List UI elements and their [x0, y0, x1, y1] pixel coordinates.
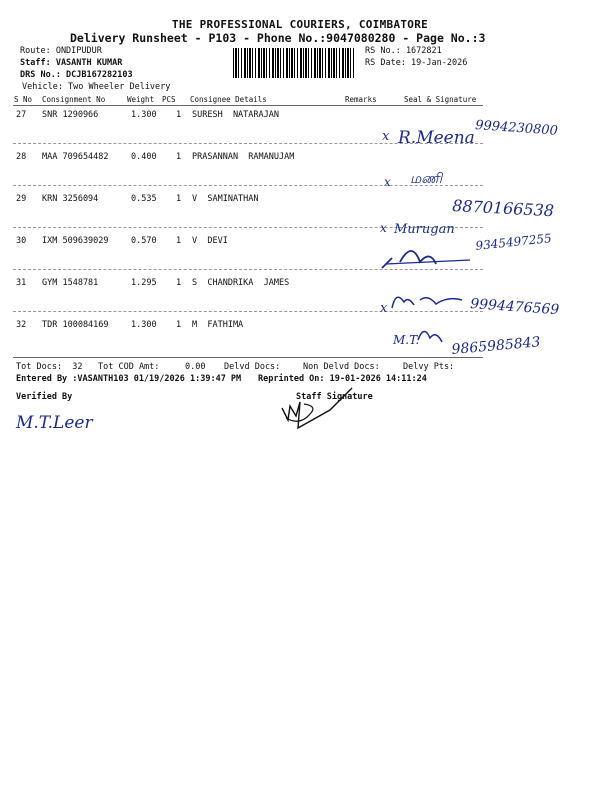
col-consignment: Consignment No	[42, 95, 106, 104]
col-seal-signature: Seal & Signature	[404, 95, 477, 104]
col-pcs: PCS	[162, 95, 176, 104]
handwritten-phone: 8870166538	[451, 196, 555, 221]
barcode	[233, 48, 356, 78]
route-label: Route: ONDIPUDUR	[20, 46, 102, 56]
entered-by: Entered By :VASANTH103 01/19/2026 1:39:47 PM	[16, 374, 242, 384]
handwritten-name: R.Meena	[398, 128, 475, 148]
non-delivered-docs: Non Delvd Docs:	[303, 362, 380, 372]
row-pcs: 1	[176, 110, 182, 120]
staff-label: Staff: VASANTH KUMAR	[20, 58, 123, 68]
row-pcs: 1	[176, 236, 182, 246]
row-divider	[13, 185, 483, 186]
row-consignee: V SAMINATHAN	[192, 194, 259, 204]
row-weight: 1.300	[131, 320, 157, 330]
row-divider	[13, 311, 483, 312]
row-consignment: TDR 100084169	[42, 320, 109, 330]
handwritten-strike	[386, 260, 470, 264]
row-pcs: 1	[176, 194, 182, 204]
row-sno: 32	[16, 320, 27, 330]
row-divider	[13, 269, 483, 270]
handwritten-signature	[382, 251, 436, 268]
rs-date: RS Date: 19-Jan-2026	[365, 58, 468, 68]
row-consignee: V DEVI	[192, 236, 228, 246]
delivery-points: Delvy Pts:	[403, 362, 455, 372]
total-docs: Tot Docs: 32	[16, 362, 83, 372]
handwritten-phone: 9345497255	[474, 231, 553, 253]
row-sno: 27	[16, 110, 27, 120]
row-sno: 31	[16, 278, 27, 288]
handwritten-mark: x	[384, 175, 391, 189]
row-pcs: 1	[176, 320, 182, 330]
handwritten-name: Murugan	[394, 222, 455, 237]
row-consignment: MAA 709654482	[42, 152, 109, 162]
handwritten-phone: 9994476569	[469, 296, 560, 319]
row-divider	[13, 227, 483, 228]
row-consignee: PRASANNAN RAMANUJAM	[192, 152, 295, 162]
row-sno: 29	[16, 194, 27, 204]
delivered-docs: Delvd Docs:	[224, 362, 281, 372]
verified-by-label: Verified By	[16, 392, 73, 402]
handwritten-phone: 9865985843	[450, 334, 542, 358]
row-consignee: M FATHIMA	[192, 320, 244, 330]
row-weight: 0.535	[131, 194, 157, 204]
row-consignment: GYM 1548781	[42, 278, 99, 288]
col-consignee: Consignee Details	[190, 95, 267, 104]
row-weight: 0.570	[131, 236, 157, 246]
row-weight: 1.295	[131, 278, 157, 288]
col-sno: S No	[14, 95, 33, 104]
verified-signature: M.T.Leer	[16, 413, 93, 433]
row-consignee: S CHANDRIKA JAMES	[192, 278, 290, 288]
staff-signature-label: Staff Signature	[296, 392, 373, 402]
vehicle-label: Vehicle: Two Wheeler Delivery	[22, 82, 171, 92]
footer-rule	[13, 357, 483, 358]
row-sno: 28	[16, 152, 27, 162]
runsheet-title: Delivery Runsheet - P103 - Phone No.:9047080280 - Page No.:3	[70, 31, 486, 45]
row-weight: 1.300	[131, 110, 157, 120]
company-name: THE PROFESSIONAL COURIERS, COIMBATORE	[171, 18, 429, 31]
reprinted-on: Reprinted On: 19-01-2026 14:11:24	[258, 374, 427, 384]
row-consignee: SURESH NATARAJAN	[192, 110, 279, 120]
handwritten-signature	[392, 297, 462, 308]
col-weight: Weight	[127, 95, 155, 104]
row-weight: 0.400	[131, 152, 157, 162]
col-remarks: Remarks	[345, 95, 377, 104]
row-consignment: KRN 3256094	[42, 194, 99, 204]
row-sno: 30	[16, 236, 27, 246]
drs-label: DRS No.: DCJB167282103	[20, 70, 133, 80]
row-pcs: 1	[176, 278, 182, 288]
handwritten-phone: 9994230800	[474, 118, 559, 139]
handwritten-signature	[418, 331, 442, 342]
row-divider	[13, 143, 483, 144]
row-consignment: IXM 509639029	[42, 236, 109, 246]
row-consignment: SNR 1290966	[42, 110, 99, 120]
total-cod-amount: Tot COD Amt: 0.00	[98, 362, 206, 372]
row-pcs: 1	[176, 152, 182, 162]
handwritten-mark: x	[380, 301, 388, 316]
handwritten-signature: மணி	[410, 171, 443, 187]
handwritten-mark: x	[380, 221, 387, 235]
handwritten-name: M.T.	[393, 333, 420, 347]
rs-number: RS No.: 1672821	[365, 46, 442, 56]
handwritten-mark: x	[382, 129, 390, 144]
header-rule	[13, 105, 483, 106]
